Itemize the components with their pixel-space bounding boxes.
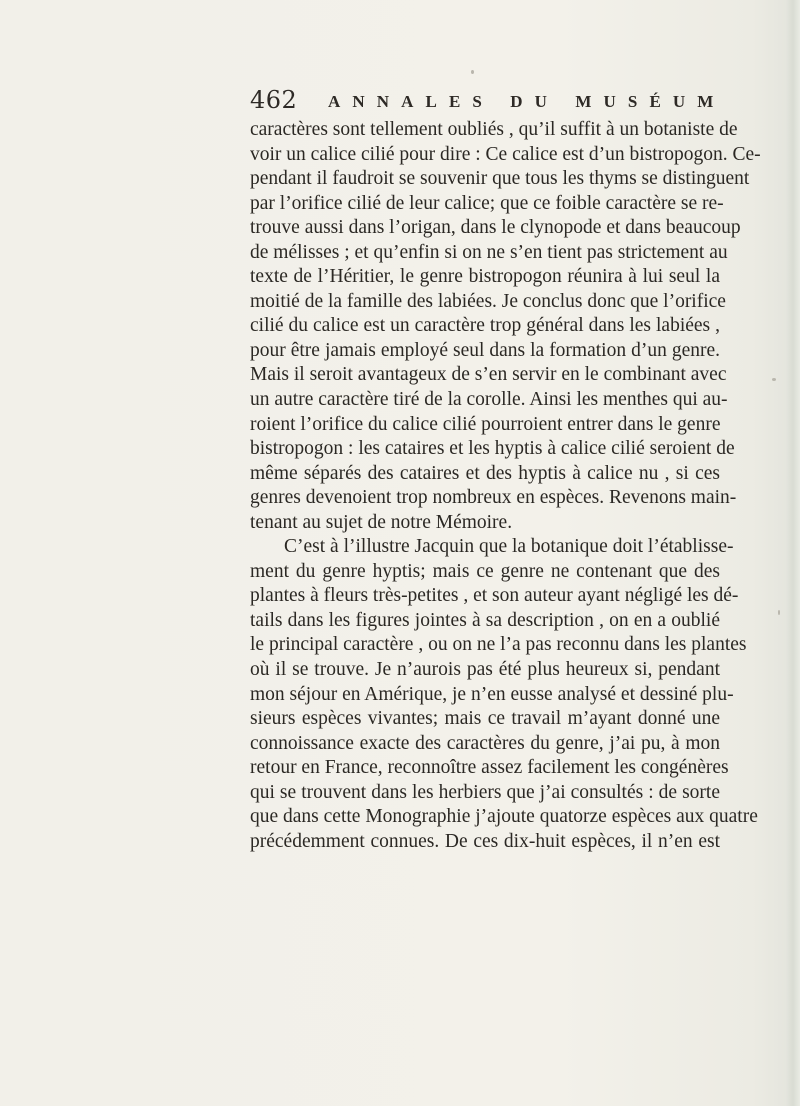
- paper-speck: [471, 70, 474, 74]
- text-line: tails dans les figures jointes à sa description , on en a oublié: [250, 609, 720, 631]
- text-line: mon séjour en Amérique, je n’en eusse analysé et dessiné plu-: [250, 683, 734, 705]
- text-line: sieurs espèces vivantes; mais ce travail m’ayant donné une: [250, 708, 720, 730]
- text-line: texte de l’Héritier, le genre bistropogon réunira à lui seul la: [250, 266, 720, 288]
- text-line: que dans cette Monographie j’ajoute quatorze espèces aux quatre: [250, 806, 758, 828]
- text-line: voir un calice cilié pour dire : Ce calice est d’un bistropogon. Ce-: [250, 143, 761, 165]
- text-line: qui se trouvent dans les herbiers que j’ai consultés : de sorte: [250, 781, 720, 803]
- text-line: pour être jamais employé seul dans la formation d’un genre.: [250, 339, 720, 361]
- text-line: de mélisses ; et qu’enfin si on ne s’en tient pas strictement au: [250, 241, 728, 263]
- running-title: ANNALES DU MUSÉUM: [328, 92, 726, 111]
- text-line: moitié de la famille des labiées. Je conclus donc que l’orifice: [250, 290, 726, 312]
- page-header: [250, 86, 726, 116]
- paper-speck: [772, 378, 776, 381]
- text-line: genres devenoient trop nombreux en espèces. Revenons main-: [250, 487, 737, 509]
- text-line: le principal caractère , ou on ne l’a pas reconnu dans les plantes: [250, 634, 747, 656]
- text-line: Mais il seroit avantageux de s’en servir en le combinant avec: [250, 364, 727, 386]
- text-line: plantes à fleurs très-petites , et son auteur ayant négligé les dé-: [250, 585, 739, 607]
- text-line: bistropogon : les cataires et les hyptis à calice cilié seroient de: [250, 438, 735, 460]
- text-line: où il se trouve. Je n’aurois pas été plus heureux si, pendant: [250, 659, 720, 681]
- text-line: un autre caractère tiré de la corolle. Ainsi les menthes qui au-: [250, 389, 728, 411]
- text-line: pendant il faudroit se souvenir que tous les thyms se distinguent: [250, 168, 750, 190]
- text-line: par l’orifice cilié de leur calice; que ce foible caractère se re-: [250, 192, 724, 214]
- text-line: précédemment connues. De ces dix-huit espèces, il n’en est: [250, 830, 720, 852]
- text-line-paragraph-end: tenant au sujet de notre Mémoire.: [250, 511, 513, 533]
- text-line: retour en France, reconnoître assez facilement les congénères: [250, 757, 729, 779]
- paper-speck: [778, 610, 780, 615]
- text-line: connoissance exacte des caractères du genre, j’ai pu, à mon: [250, 732, 720, 754]
- text-line: ment du genre hyptis; mais ce genre ne contenant que des: [250, 560, 720, 582]
- body-text: [250, 118, 761, 854]
- text-line: trouve aussi dans l’origan, dans le clynopode et dans beaucoup: [250, 217, 741, 239]
- text-line: caractères sont tellement oubliés , qu’il suffit à un botaniste de: [250, 119, 738, 140]
- page-edge-shadow: [786, 0, 800, 1106]
- text-line: cilié du calice est un caractère trop général dans les labiées ,: [250, 315, 720, 337]
- text-line: même séparés des cataires et des hyptis à calice nu , si ces: [250, 462, 720, 484]
- page-number: 462: [250, 86, 298, 114]
- text-line-paragraph-start: C’est à l’illustre Jacquin que la botanique doit l’établisse-: [284, 536, 734, 558]
- text-line: roient l’orifice du calice cilié pourroient entrer dans le genre: [250, 413, 721, 435]
